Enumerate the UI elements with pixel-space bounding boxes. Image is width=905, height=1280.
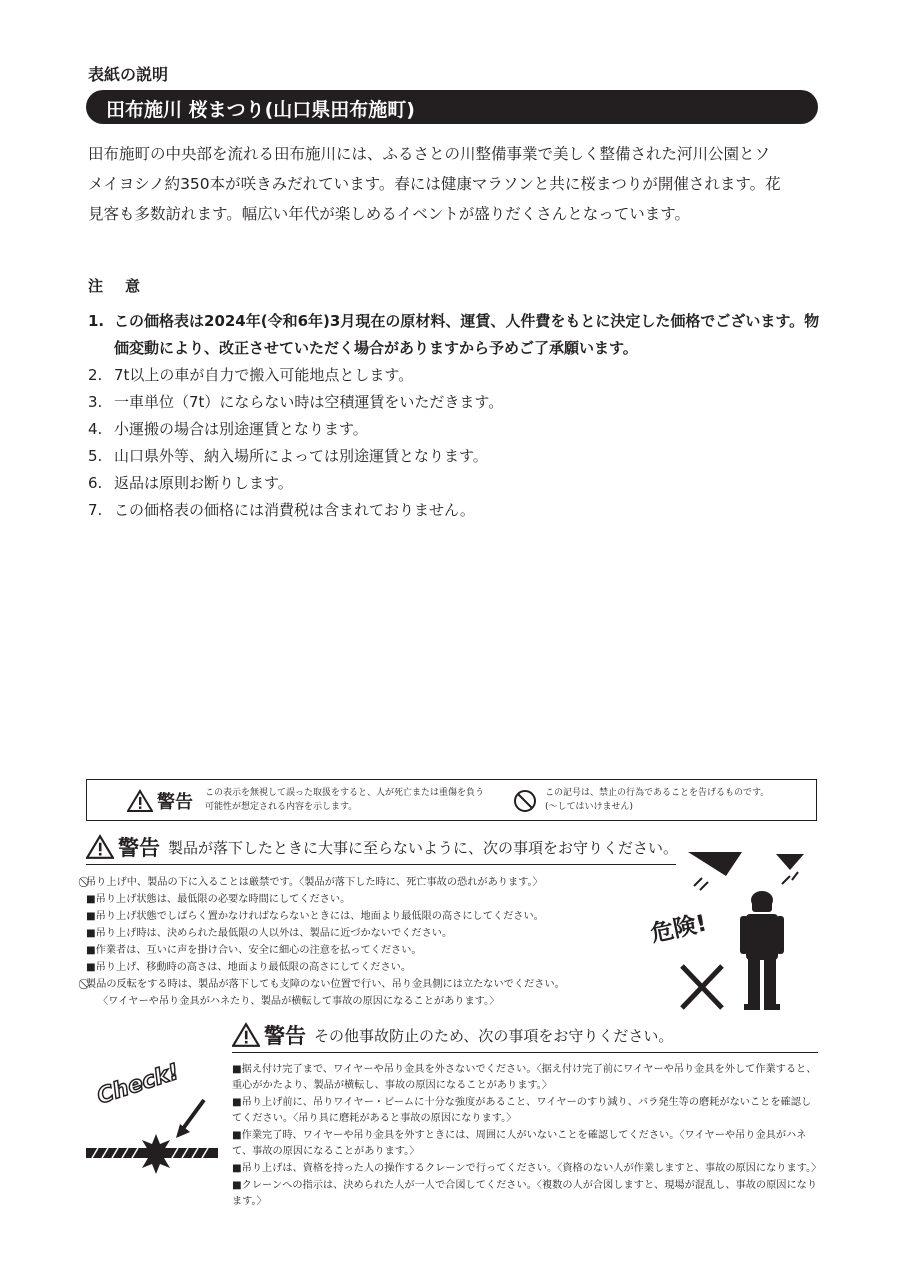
warning2-item: ■作業完了時、ワイヤーや吊り金具を外すときには、周囲に人がいないことを確認してください。〈ワイヤーや吊り金具がハネて、事故の原因になることがあります。〉: [232, 1130, 807, 1157]
legend-box: [86, 779, 817, 821]
note-text: 一車単位（7t）にならない時は空積運賃をいただきます。: [114, 393, 504, 411]
check-illustration: [84, 1060, 224, 1180]
note-item: [88, 389, 828, 416]
note-number: 1.: [88, 312, 105, 330]
note-text: 山口県外等、納入場所によっては別途運賃となります。: [114, 447, 488, 465]
note-item: [88, 362, 828, 389]
check-text: Check!: [94, 1059, 183, 1110]
cover-description-line: 見客も多数訪れます。幅広い年代が楽しめるイベントが盛りだくさんとなっています。: [88, 205, 691, 223]
note-item: [88, 416, 828, 443]
warning2-rule: [232, 1052, 818, 1053]
wire-rope-icon: [84, 1090, 224, 1180]
note-item: [88, 443, 828, 470]
legend-warning-text-line: この表示を無視して誤った取扱をすると、人が死亡または重傷を負う: [205, 788, 485, 798]
warning1-item: ■吊り上げ時は、決められた最低限の人以外は、製品に近づかないでください。: [86, 928, 453, 939]
warning1-item: ⃠吊り上げ中、製品の下に入ることは厳禁です。〈製品が落下した時に、死亡事故の恐れがあります。〉: [86, 877, 543, 888]
note-text: 小運搬の場合は別途運賃となります。: [114, 420, 368, 438]
warning2-message: その他事故防止のため、次の事項をお守りください。: [314, 1026, 674, 1045]
warning1-item: ■吊り上げ状態でしばらく置かなければならないときには、地面より最低限の高さにしてください。: [86, 911, 544, 922]
note-number: 6.: [88, 474, 103, 492]
warning-triangle-icon: [232, 1022, 260, 1048]
notes-heading: 注意: [88, 277, 163, 295]
note-number: 2.: [88, 366, 103, 384]
note-item: [88, 308, 828, 362]
note-text: この価格表は2024年(令和6年)3月現在の原材料、運賃、人件費をもとに決定した価格でございます。物価変動により、改正させていただく場合がありますから予めご了承願います。: [114, 312, 820, 357]
warning1-item: ■吊り上げ、移動時の高さは、地面より最低限の高さにしてください。: [86, 962, 412, 973]
prohibition-icon: [513, 789, 537, 813]
warning2-word: 警告: [264, 1024, 306, 1048]
warning1-word: 警告: [118, 836, 160, 860]
warning1-list: [86, 874, 686, 1010]
warning1-item: 〈ワイヤーや吊り金具がハネたり、製品が横転して事故の原因になることがあります。〉: [98, 996, 500, 1007]
warning2-item: ■据え付け完了まで、ワイヤーや吊り金具を外さないでください。〈据え付け完了前にワイヤーや吊り金具を外して作業すると、重心がかたより、製品が横転し、事故の原因になることがあります。〉: [232, 1064, 817, 1091]
cover-label: 表紙の説明: [88, 65, 169, 84]
danger-illustration: [640, 848, 820, 1018]
legend-warning-text: [205, 786, 515, 814]
warning1-message: 製品が落下したときに大事に至らないように、次の事項をお守りください。: [168, 838, 679, 857]
warning-triangle-icon: [127, 789, 153, 813]
note-text: 返品は原則お断りします。: [114, 474, 293, 492]
danger-text: 危険!: [648, 910, 710, 948]
warning2-item: ■吊り上げは、資格を持った人の操作するクレーンで行ってください。〈資格のない人が作業しますと、事故の原因になります。〉: [232, 1163, 822, 1174]
warning1-item: ■吊り上げ状態は、最低限の必要な時間にしてください。: [86, 894, 351, 905]
legend-warning-text-line: 可能性が想定される内容を示します。: [205, 802, 358, 812]
warning1-item: ■作業者は、互いに声を掛け合い、安全に細心の注意を払ってください。: [86, 945, 422, 956]
warning2-list: [232, 1062, 820, 1211]
cover-description-line: 田布施町の中央部を流れる田布施川には、ふるさとの川整備事業で美しく整備された河川公園とソ: [88, 145, 771, 163]
warning-triangle-icon: [86, 834, 114, 860]
note-number: 7.: [88, 501, 103, 519]
warning1-rule: [86, 864, 676, 865]
note-text: 7t以上の車が自力で搬入可能地点とします。: [114, 366, 414, 384]
legend-prohibit-text-line: (～してはいけません): [545, 802, 634, 812]
legend-warning-badge: [127, 788, 193, 814]
notes-list: [88, 308, 828, 524]
note-number: 3.: [88, 393, 103, 411]
note-text: この価格表の価格には消費税は含まれておりません。: [114, 501, 475, 519]
note-number: 4.: [88, 420, 103, 438]
warning2-header: [232, 1020, 673, 1050]
legend-prohibit-text: [545, 786, 805, 814]
note-item: [88, 497, 828, 524]
note-item: [88, 470, 828, 497]
note-number: 5.: [88, 447, 103, 465]
warning1-item: ⃠製品の反転をする時は、製品が落下しても支障のない位置で行い、吊り金具側には立たないでください。: [86, 979, 565, 990]
legend-prohibit-text-line: この記号は、禁止の行為であることを告げるものです。: [545, 788, 770, 798]
cover-description: [88, 139, 820, 229]
warning1-header: [86, 832, 678, 862]
warning2-item: ■吊り上げ前に、吊りワイヤー・ビームに十分な強度があること、ワイヤーのすり減り、バラ発生等の磨耗がないことを確認してください。〈吊り具に磨耗があると事故の原因になります。〉: [232, 1097, 812, 1124]
legend-warning-word: 警告: [157, 792, 193, 813]
warning2-item: ■クレーンへの指示は、決められた人が一人で合図してください。〈複数の人が合図しますと、現場が混乱し、事故の原因になります。〉: [232, 1180, 818, 1207]
cover-title: 田布施川 桜まつり(山口県田布施町): [106, 99, 415, 121]
cover-description-line: メイヨシノ約350本が咲きみだれています。春には健康マラソンと共に桜まつりが開催されます。花: [88, 175, 781, 193]
